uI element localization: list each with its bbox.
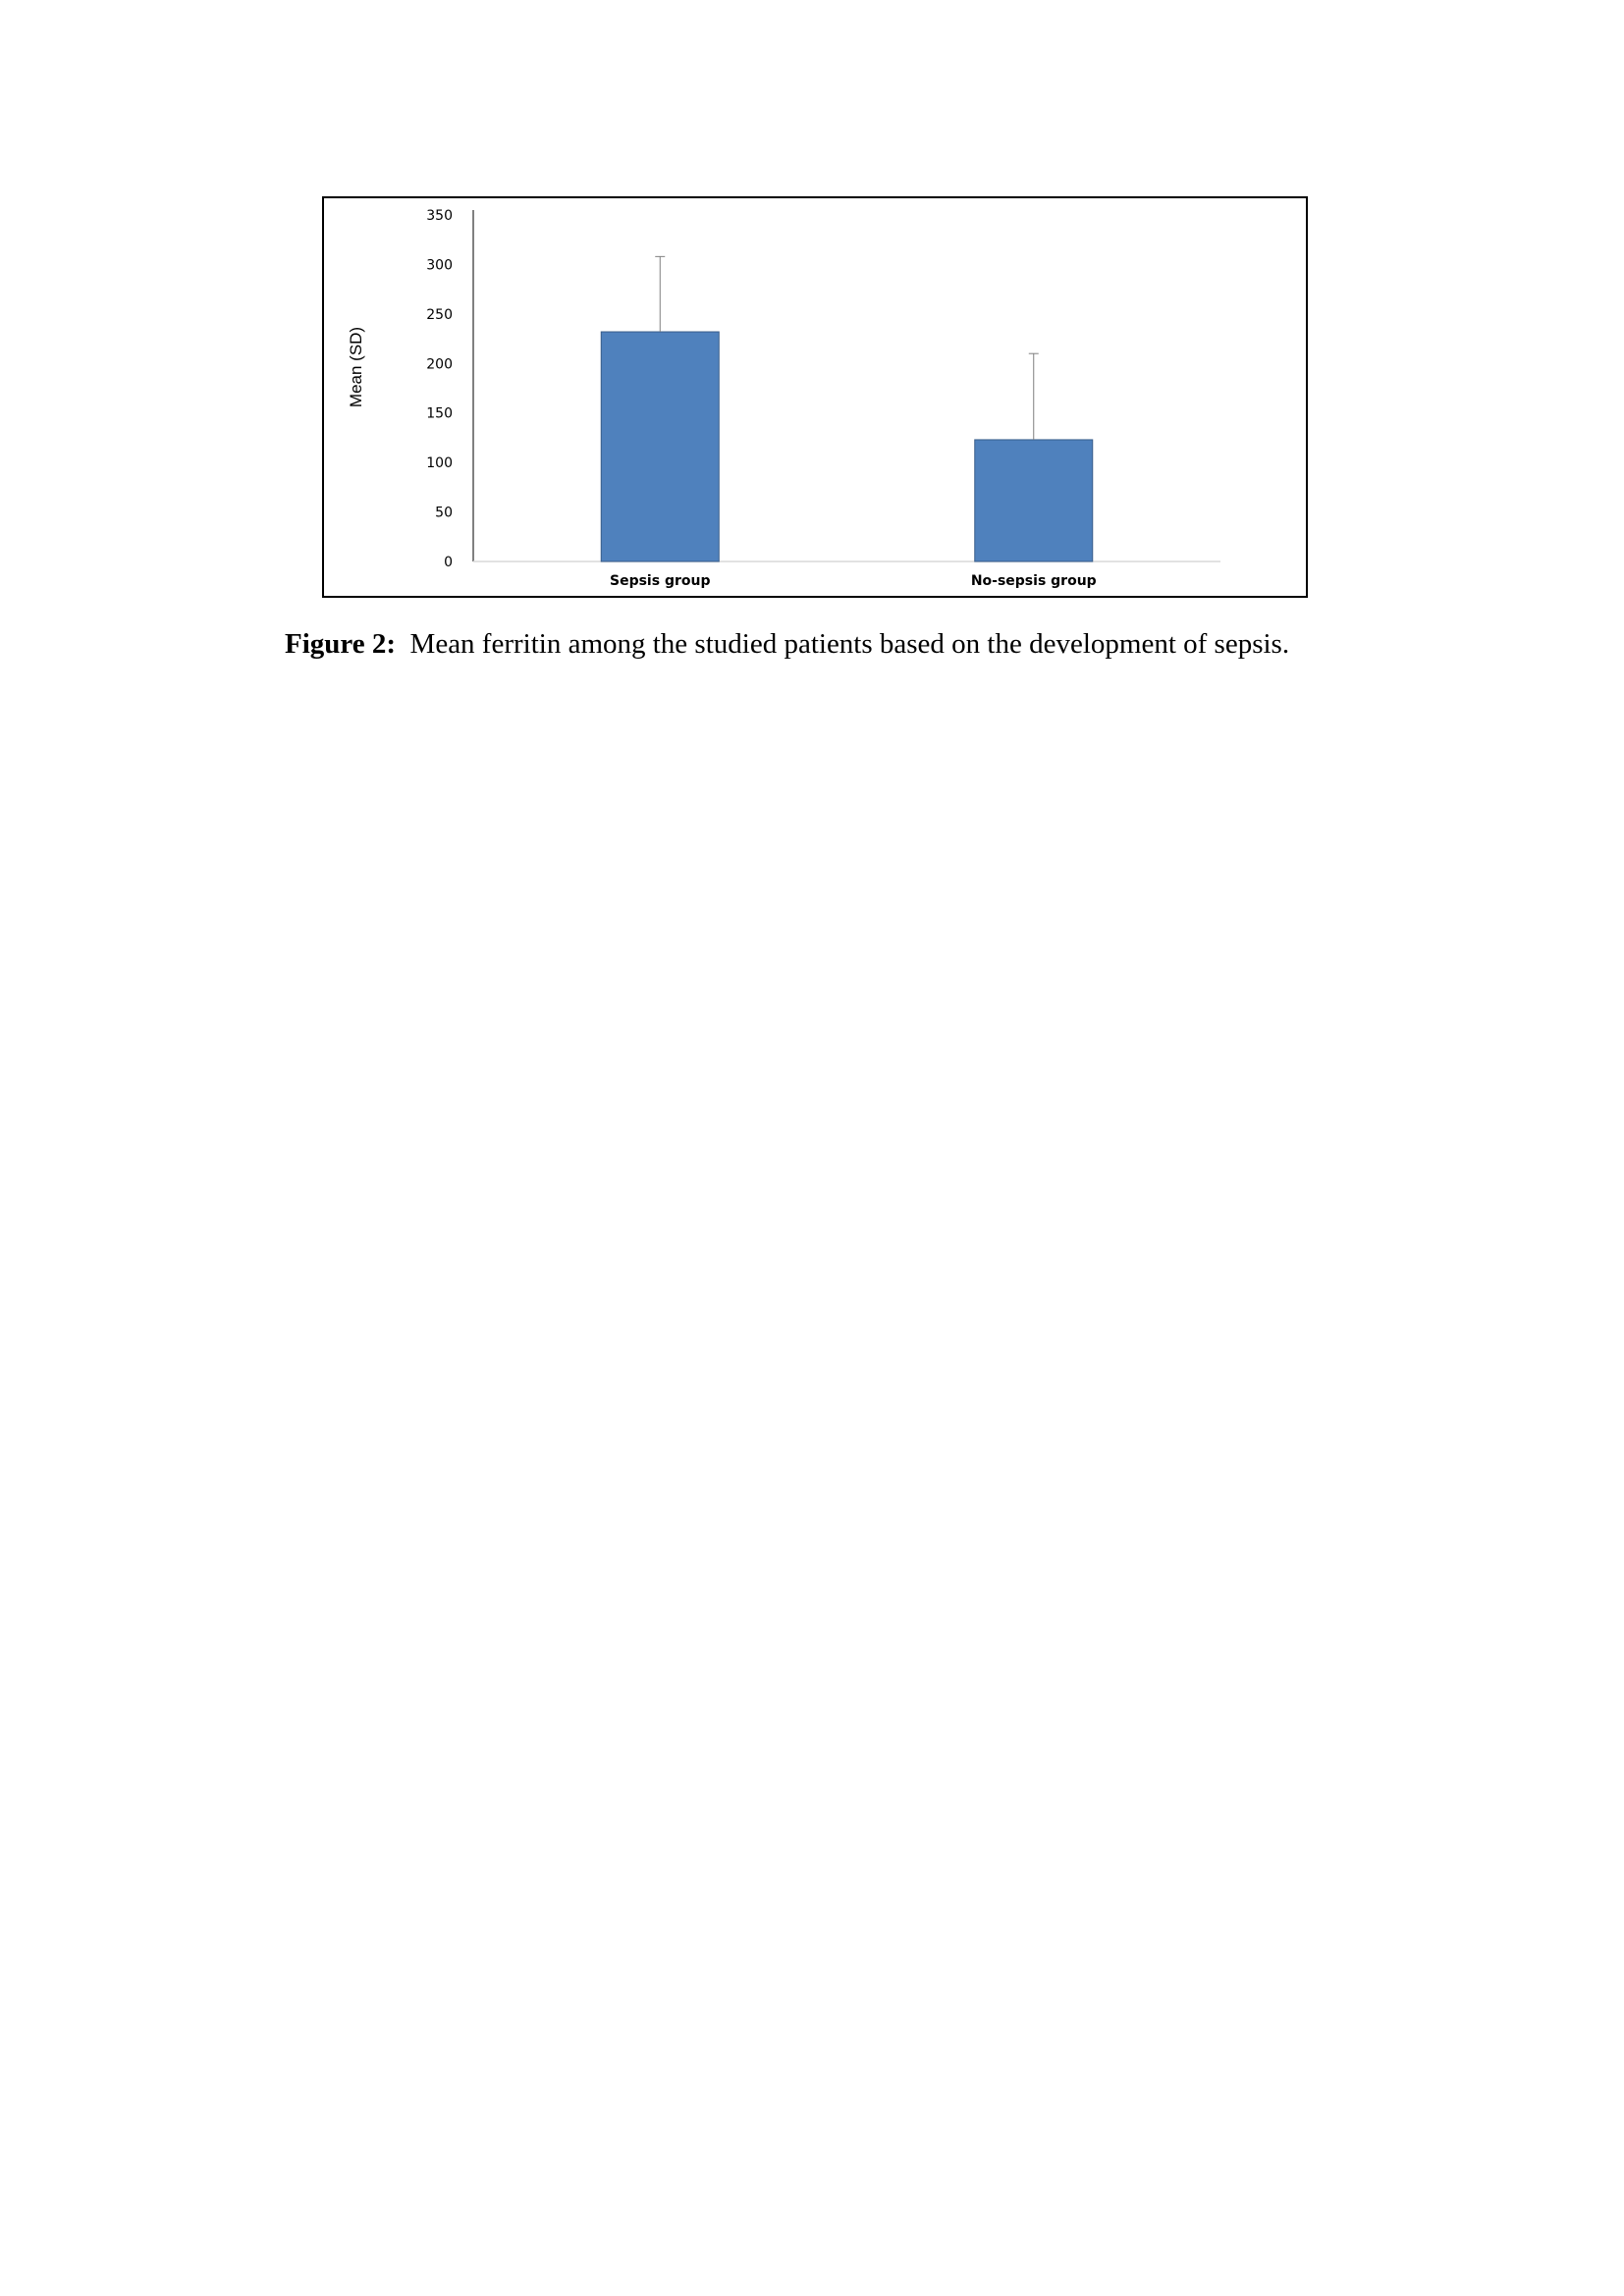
x-axis-category-labels: [610, 573, 1097, 589]
y-tick-label-200: 200: [426, 356, 453, 373]
y-tick-label-150: 150: [426, 405, 453, 422]
x-category-label-1: No-sepsis group: [970, 573, 1097, 589]
caption-text: Mean ferritin among the studied patients based on the development of sepsis.: [409, 628, 1290, 660]
figure-frame: [322, 196, 1308, 598]
bar-1: [975, 440, 1093, 561]
bar-0: [601, 332, 719, 561]
caption-label: Figure 2:: [285, 628, 397, 660]
y-tick-label-250: 250: [426, 306, 453, 323]
bar-chart: [324, 198, 1306, 596]
x-category-label-0: Sepsis group: [610, 573, 711, 589]
y-tick-label-50: 50: [435, 505, 453, 521]
y-tick-label-350: 350: [426, 208, 453, 224]
bars: [601, 256, 1093, 561]
y-axis-title: Mean (SD): [347, 326, 365, 408]
figure-caption: [285, 628, 1365, 661]
y-tick-label-0: 0: [444, 555, 453, 570]
y-tick-label-100: 100: [426, 455, 453, 472]
y-tick-label-300: 300: [426, 257, 453, 274]
y-axis-ticks: [426, 208, 453, 570]
